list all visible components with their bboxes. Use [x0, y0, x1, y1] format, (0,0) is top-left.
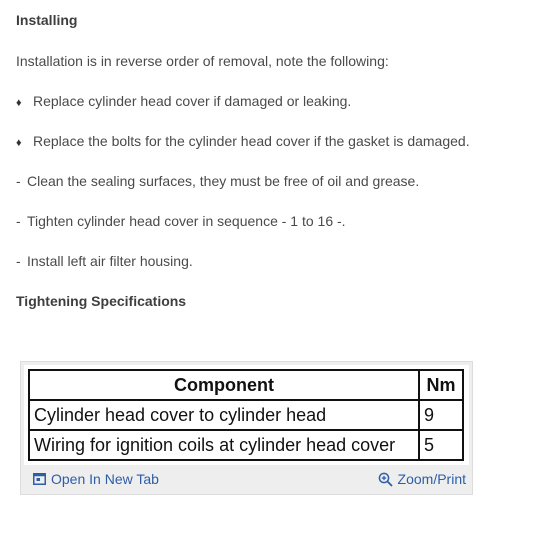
table-row — [29, 400, 463, 430]
image-toolbar — [21, 468, 472, 492]
dash-marker: - — [16, 213, 21, 229]
spec-table-frame — [20, 361, 473, 495]
section-title: Installing — [16, 12, 78, 28]
header-nm: Nm — [419, 370, 463, 400]
bullet-item — [16, 92, 351, 112]
step-text: Tighten cylinder head cover in sequence - 1 to 16 -. — [27, 213, 346, 229]
diamond-bullet-icon: ♦ — [16, 97, 22, 109]
cell-component: Cylinder head cover to cylinder head — [29, 400, 419, 430]
bullet-item — [16, 132, 470, 152]
step-text: Clean the sealing surfaces, they must be free of oil and grease. — [27, 173, 420, 189]
table-row — [29, 430, 463, 460]
bullet-text: Replace the bolts for the cylinder head cover if the gasket is damaged. — [33, 133, 470, 149]
zoom-print-link[interactable] — [378, 471, 466, 487]
step-item — [16, 172, 419, 190]
step-item — [16, 212, 346, 230]
step-text: Install left air filter housing. — [27, 253, 193, 269]
cell-nm: 9 — [419, 400, 463, 430]
table-header-row — [29, 370, 463, 400]
cell-nm: 5 — [419, 430, 463, 460]
intro-text: Installation is in reverse order of removal, note the following: — [16, 53, 389, 69]
spec-table-image — [24, 365, 469, 465]
header-component: Component — [29, 370, 419, 400]
bullet-text: Replace cylinder head cover if damaged or leaking. — [33, 93, 352, 109]
zoom-print-label: Zoom/Print — [397, 471, 466, 487]
cell-component: Wiring for ignition coils at cylinder head cover — [29, 430, 419, 460]
open-new-tab-icon — [33, 473, 46, 485]
step-item — [16, 252, 193, 270]
diamond-bullet-icon: ♦ — [16, 137, 22, 149]
dash-marker: - — [16, 173, 21, 189]
spec-table — [28, 369, 464, 461]
open-new-tab-link[interactable] — [33, 471, 159, 487]
specs-title: Tightening Specifications — [16, 293, 187, 309]
dash-marker: - — [16, 253, 21, 269]
zoom-icon — [378, 472, 393, 487]
open-new-tab-label: Open In New Tab — [51, 471, 159, 487]
